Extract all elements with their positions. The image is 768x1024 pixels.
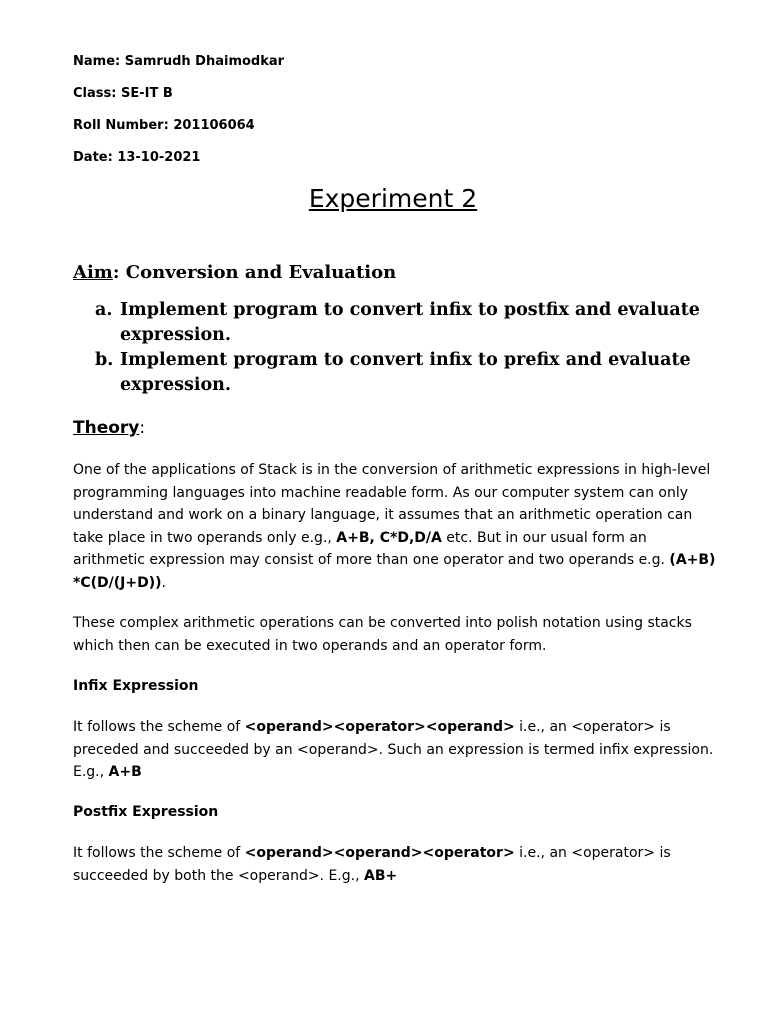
- aim-item-marker: a.: [95, 300, 113, 320]
- infix-example: A+B: [108, 764, 142, 780]
- infix-heading: Infix Expression: [73, 678, 199, 694]
- p1-text-2: etc. But in our usual form an arithmetic expression may consist of more than one operator and two operands e.g.: [73, 529, 670, 568]
- aim-text: : Conversion and Evaluation: [112, 262, 397, 283]
- page-title: Experiment 2: [308, 184, 478, 213]
- p1-bold-3: *C(D/(J+D)): [73, 574, 162, 591]
- postfix-example: AB+: [364, 867, 398, 884]
- infix-scheme: <operand><operator><operand>: [244, 719, 515, 735]
- aim-item: [95, 348, 735, 398]
- p1-text-4: .: [161, 574, 166, 591]
- theory-paragraph-1: [73, 459, 723, 594]
- date: Date: 13-10-2021: [73, 150, 201, 165]
- infix-text-2: i.e., an <operator> is preceded and succeeded by an <operand>. Such an expression is termed infix expression. E.g.,: [73, 719, 714, 780]
- postfix-heading: Postfix Expression: [73, 804, 219, 820]
- postfix-scheme: <operand><operand><operator>: [244, 845, 515, 861]
- aim-list: [95, 298, 735, 398]
- theory-colon: :: [139, 418, 146, 438]
- p1-bold-2: (A+B): [669, 552, 716, 568]
- theory-paragraph-2: These complex arithmetic operations can be converted into polish notation using stacks which then can be executed in two operands and an operator form.: [73, 615, 692, 654]
- postfix-paragraph: [73, 842, 723, 887]
- aim-item: [95, 298, 735, 348]
- student-name: Name: Samrudh Dhaimodkar: [73, 54, 285, 69]
- aim-item-text: Implement program to convert infix to prefix and evaluate expression.: [120, 350, 691, 395]
- aim-heading: [73, 261, 396, 285]
- theory-label: Theory: [73, 418, 140, 438]
- aim-label: Aim: [73, 262, 113, 283]
- infix-paragraph: [73, 716, 723, 784]
- infix-text-1: It follows the scheme of: [73, 719, 245, 735]
- p1-bold-1: A+B, C*D,D/A: [336, 529, 442, 546]
- roll-number: Roll Number: 201106064: [73, 118, 255, 133]
- aim-item-marker: b.: [95, 350, 114, 370]
- theory-heading: [73, 416, 145, 440]
- student-class: Class: SE-IT B: [73, 86, 173, 101]
- aim-item-text: Implement program to convert infix to postfix and evaluate expression.: [120, 300, 700, 345]
- p1-text-1: One of the applications of Stack is in the conversion of arithmetic expressions in high-level programming languages into machine readable form. As our computer system can only understand and work on a binary language, it assumes that an arithmetic operation can take place in two operands only e.g.,: [73, 462, 711, 546]
- postfix-text-1: It follows the scheme of: [73, 845, 245, 861]
- postfix-text-2: i.e., an <operator> is succeeded by both the <operand>. E.g.,: [73, 845, 671, 884]
